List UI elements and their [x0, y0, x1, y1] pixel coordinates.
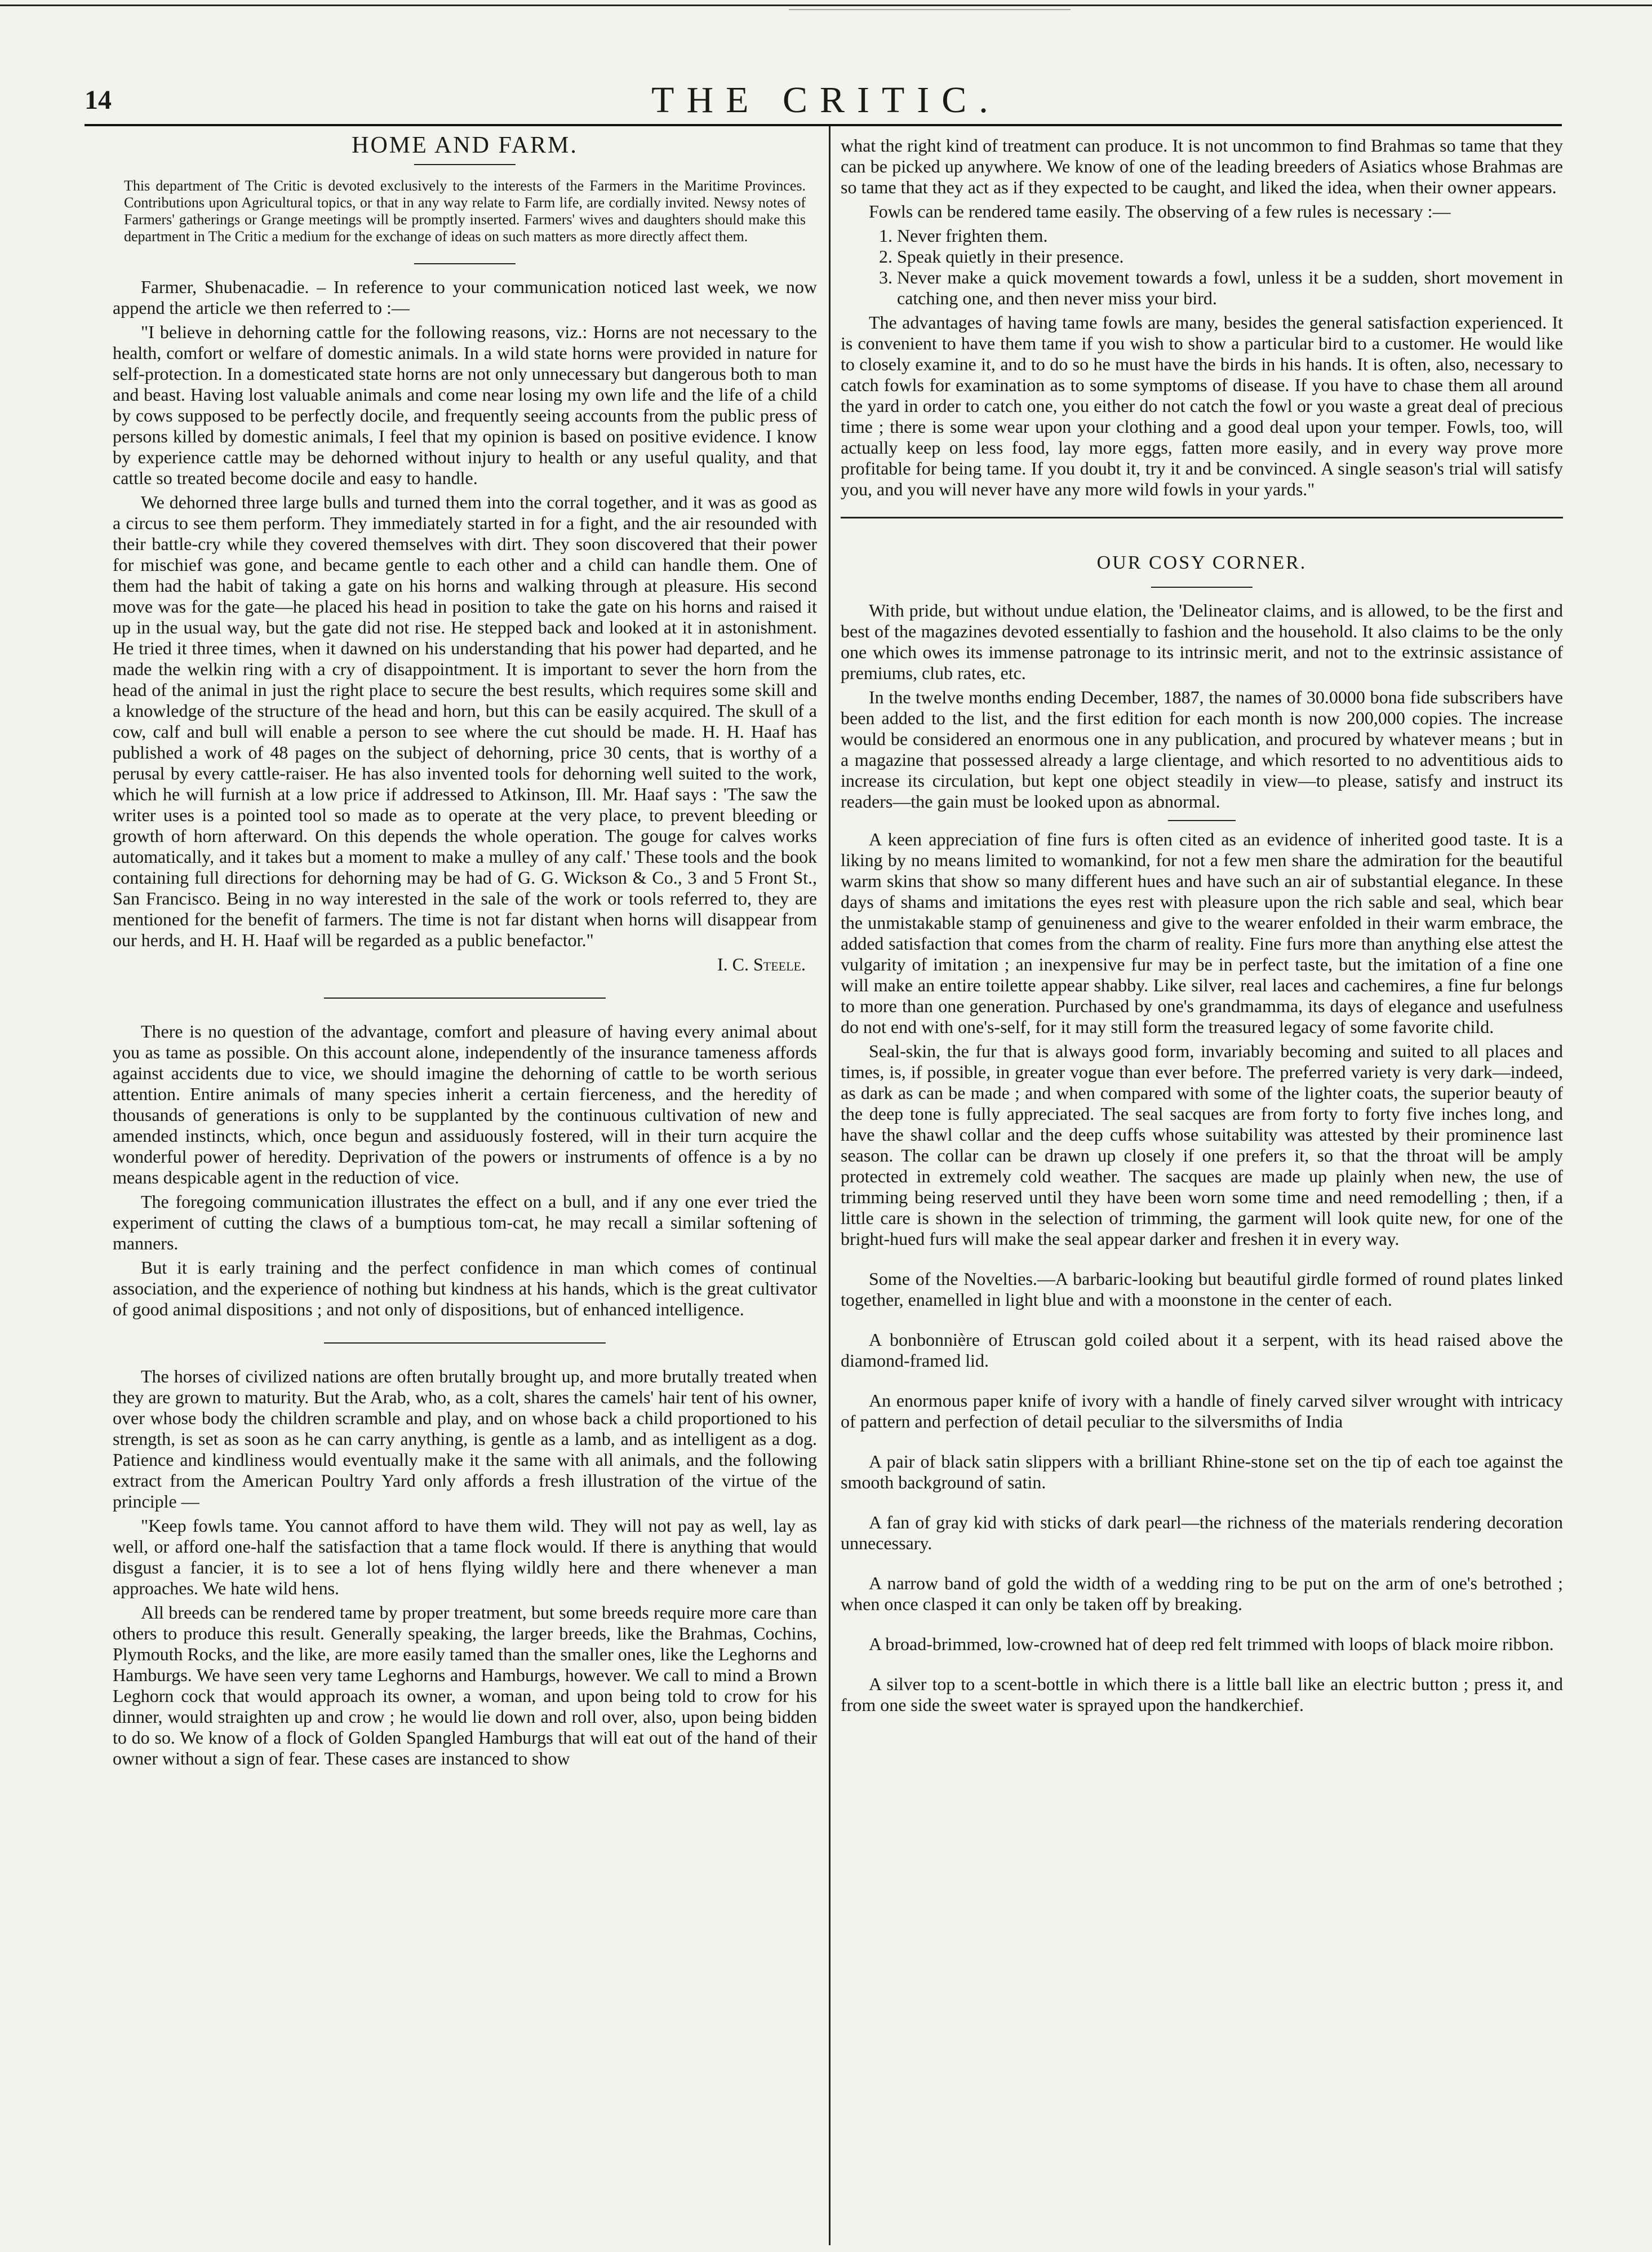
masthead [0, 45, 1652, 121]
right-column [841, 135, 1563, 1719]
section-rule [414, 164, 516, 165]
top-rule-faint [789, 9, 1071, 10]
list-item: 3. Never make a quick movement towards a fowl, unless it be a sudden, short movement in catching one, and then never miss your bird. [897, 267, 1563, 309]
novelty-item: An enormous paper knife of ivory with a handle of finely carved silver wrought with intricacy of pattern and perfection of detail peculiar to the silversmiths of India [841, 1390, 1563, 1431]
paragraph: In the twelve months ending December, 1887, the names of 30.0000 bona fide subscribers have been added to the list, and the first edition for each month is now 200,000 copies. The increase would be considered an enormous one in any publication, and procured by whatever means ; but in a magazine that possessed already a large clientage, and which resorted to no adventitious aids to increase its circulation, but kept one object steadily in view—to please, satisfy and instruct its readers—the gain must be looked upon as abnormal. [841, 687, 1563, 812]
paper-title: THE CRITIC. [651, 79, 1001, 121]
paragraph: "Keep fowls tame. You cannot afford to have them wild. They will not pay as well, lay as well, or afford one-half the satisfaction that a tame flock would. If there is anything that would disgust a fancier, it is to see a lot of hens flying wildly here and there whenever a man approaches. We hate wild hens. [113, 1515, 817, 1598]
paragraph: A keen appreciation of fine furs is often cited as an evidence of inherited good taste. It is a liking by no means limited to womankind, for not a few men share the admiration for the beautiful warm skins that show so many different hues and have such an air of substantial elegance. In these days of shams and imitations the eyes rest with pleasure upon the rich sable and seal, which bear the unmistakable stamp of genuineness and give to the wearer enfolded in their warm embrace, the added satisfaction that comes from the charm of reality. Fine furs more than anything else attest the vulgarity of imitation ; an inexpensive fur may be in perfect taste, but the imitation of a fine one will make an entire toilette appear shabby. Like silver, real laces and cachemires, a fine fur belongs to more than one generation. Purchased by one's grandmamma, its days of elegance and usefulness do not end with one's-self, for it may still form the treasured legacy of some favorite child. [841, 829, 1563, 1037]
paragraph: "I believe in dehorning cattle for the following reasons, viz.: Horns are not necessary to the health, comfort or welfare of domestic animals. In a wild state horns were provided in nature for self-protection. In a domesticated state horns are not only unnecessary but dangerous both to man and beast. Having lost valuable animals and come near losing my own life and the life of a child by cows supposed to be perfectly docile, and frequently seeing accounts from the public press of persons killed by domestic animals, I feel that my opinion is based on positive evidence. I know by experience cattle may be dehorned without injury to health or any useful quality, and that cattle so treated become docile and easy to handle. [113, 322, 817, 488]
novelty-item: A silver top to a scent-bottle in which there is a little ball like an electric button ; press it, and from one side the sweet water is sprayed upon the handkerchief. [841, 1674, 1563, 1715]
novelty-item: Some of the Novelties.—A barbaric-looking but beautiful girdle formed of round plates linked together, enamelled in light blue and with a moonstone in the center of each. [841, 1269, 1563, 1310]
section-rule [1151, 587, 1253, 588]
article-separator [324, 1342, 606, 1344]
department-notice: This department of The Critic is devoted exclusively to the interests of the Farmers in the Maritime Provinces. Contributions upon Agricultural topics, or that in any way relate to Farm life, are cordially invited. Newsy notes of Farmers' gatherings or Grange meetings will be promptly inserted. Farmers' wives and daughters should make this department in The Critic a medium for the exchange of ideas on such matters as more directly affect them. [124, 178, 806, 245]
paragraph: The horses of civilized nations are often brutally brought up, and more brutally treated when they are grown to maturity. But the Arab, who, as a colt, shares the camels' hair tent of his owner, over whose body the children scramble and play, and on whose back a child proportioned to his strength, is set as soon as he can carry anything, is gentle as a lamb, and as intelligent as a dog. Patience and kindliness would eventually make it the same with all animals, and the following extract from the American Poultry Yard only affords a fresh illustration of the virtue of the principle — [113, 1366, 817, 1511]
paragraph-continuation: what the right kind of treatment can produce. It is not uncommon to find Brahmas so tame that they can be picked up anywhere. We know of one of the leading breeders of Asiatics whose Brahmas are so tame that they act as if they expected to be caught, and liked the idea, when their owner appears. [841, 135, 1563, 197]
list-item: 2. Speak quietly in their presence. [897, 246, 1563, 267]
novelty-item: A fan of gray kid with sticks of dark pearl—the richness of the materials rendering decoration unnecessary. [841, 1512, 1563, 1553]
column-divider [829, 126, 831, 2245]
section-title-home-and-farm: HOME AND FARM. [352, 132, 578, 158]
header-rule [85, 124, 1562, 126]
paragraph: Farmer, Shubenacadie. – In reference to your communication noticed last week, we now append the article we then referred to :— [113, 277, 817, 318]
article-separator [324, 998, 606, 999]
paragraph: The advantages of having tame fowls are many, besides the general satisfaction experienced. It is convenient to have them tame if you wish to show a particular bird to a customer. He would like to closely examine it, and to do so he must have the birds in his hands. It is often, also, necessary to catch fowls for examination as to some symptoms of disease. If you have to chase them all around the yard in order to catch one, you either do not catch the fowl or you waste a great deal of precious time ; there is some wear upon your clothing and a good deal upon your temper. Fowls, too, will actually keep on less food, lay more eggs, fatten more easily, and in every way prove more profitable for being tame. If you doubt it, try it and be convinced. A single season's trial will satisfy you, and you will never have any more wild fowls in your yards." [841, 312, 1563, 499]
paragraph: The foregoing communication illustrates the effect on a bull, and if any one ever tried the experiment of cutting the claws of a bumptious tom-cat, he may recall a similar softening of manners. [113, 1191, 817, 1253]
novelty-item: A narrow band of gold the width of a wedding ring to be put on the arm of one's betrothed ; when once clasped it can only be taken off by breaking. [841, 1573, 1563, 1614]
section-separator [841, 517, 1563, 518]
page-number: 14 [85, 85, 112, 115]
novelty-item: A pair of black satin slippers with a brilliant Rhine-stone set on the tip of each toe against the smooth background of satin. [841, 1451, 1563, 1492]
paragraph: All breeds can be rendered tame by proper treatment, but some breeds require more care than others to produce this result. Generally speaking, the larger breeds, like the Brahmas, Cochins, Plymouth Rocks, and the like, are more easily tamed than the smaller ones, like the Leghorns and Hamburgs. We have seen very tame Leghorns and Hamburgs, however. We call to mind a Brown Leghorn cock that would approach its owner, a woman, and upon being told to crow for his dinner, would straighten up and crow ; he would lie down and roll over, also, upon being bidden to do so. We know of a flock of Golden Spangled Hamburgs that will eat out of the hand of their owner without a sign of fear. These cases are instanced to show [113, 1602, 817, 1768]
notice-rule [414, 263, 516, 264]
paragraph: There is no question of the advantage, comfort and pleasure of having every animal about you as tame as possible. On this account alone, independently of the insurance tameness affords against accidents due to vice, we should imagine the dehorning of cattle to be worth serious attention. Entire animals of many species inherit a certain fierceness, and the heredity of thousands of generations is only to be supplanted by the continuous cultivation of new and amended instincts, which, once begun and assiduously fostered, will in their turn acquire the wonderful power of heredity. Deprivation of the powers or instruments of offence is a by no means despicable agent in the reduction of vice. [113, 1021, 817, 1187]
paragraph: But it is early training and the perfect confidence in man which comes of continual association, and the experience of nothing but kindness at his hands, which is the great cultivator of good animal dispositions ; and not only of dispositions, but of enhanced intelligence. [113, 1257, 817, 1319]
list-item: 1. Never frighten them. [897, 225, 1563, 246]
novelty-item: A broad-brimmed, low-crowned hat of deep red felt trimmed with loops of black moire ribbon. [869, 1634, 1554, 1654]
top-rule [0, 5, 1652, 6]
paragraph-rule [1168, 820, 1236, 821]
paragraph: Fowls can be rendered tame easily. The observing of a few rules is necessary :— [869, 201, 1451, 221]
novelty-item: A bonbonnière of Etruscan gold coiled about it a serpent, with its head raised above the diamond-framed lid. [841, 1329, 1563, 1371]
section-title-cosy-corner: OUR COSY CORNER. [1096, 552, 1307, 573]
rules-list [874, 225, 1563, 309]
paragraph: Seal-skin, the fur that is always good form, invariably becoming and suited to all places and times, is, if possible, in greater vogue than ever before. The preferred variety is very dark—indeed, as dark as can be made ; and when compared with some of the lighter coats, the superior beauty of the deep tone is fully appreciated. The seal sacques are from forty to forty five inches long, and have the shawl collar and the deep cuffs whose suitability was attested by their prominence last season. The collar can be drawn up closely if one prefers it, so that the throat will be amply protected in extremely cold weather. The sacques are made up plainly when new, the use of trimming being reserved until they have been worn some time and need remodelling ; then, if a little care is shown in the selection of trimming, the garment will look quite new, for one of the bright-hued furs will make the seal appear darker and freshen it in every way. [841, 1041, 1563, 1249]
signature: I. C. Steele. [717, 954, 806, 974]
paragraph: With pride, but without undue elation, the 'Delineator claims, and is allowed, to be the first and best of the magazines devoted essentially to fashion and the household. It also claims to be the only one which owes its immense patronage to its intrinsic merit, and not to the extrinsic assistance of premiums, club rates, etc. [841, 600, 1563, 683]
left-column [113, 132, 817, 1772]
paragraph: We dehorned three large bulls and turned them into the corral together, and it was as good as a circus to see them perform. They immediately started in for a fight, and the air resounded with their battle-cry while they covered themselves with dirt. They soon discovered that their power for mischief was gone, and became gentle to each other and a child can handle them. One of them had the habit of taking a gate on his horns and walking through at pleasure. His second move was for the gate—he placed his head in position to take the gate on his horns and raised it up in the usual way, but the gate did not rise. He stepped back and looked at it in astonishment. He tried it three times, when it dawned on his understanding that his power had departed, and he made the welkin ring with a cry of disappointment. It is important to sever the horn from the head of the animal in just the right place to secure the best results, which requires some skill and a knowledge of the structure of the head and horn, but this can be easily acquired. The skull of a cow, calf and bull will enable a person to see where the cut should be made. H. H. Haaf has published a work of 48 pages on the subject of dehorning, price 30 cents, that is worthy of a perusal by every cattle-raiser. He has also invented tools for dehorning well suited to the work, which he will furnish at a low price if addressed to Atkinson, Ill. Mr. Haaf says : 'The saw the writer uses is a pointed tool so made as to operate at the very place, to prevent bleeding or growth of horn afterward. On this depends the whole operation. The gouge for calves works automatically, and it takes but a moment to make a mulley of any calf.' These tools and the book containing full directions for dehorning may be had of G. G. Wickson & Co., 3 and 5 Front St., San Francisco. Being in no way interested in the sale of the work or tools referred to, they are mentioned for the benefit of farmers. The time is not far distant when horns will disappear from our herds, and H. H. Haaf will be regarded as a public benefactor." [113, 492, 817, 950]
